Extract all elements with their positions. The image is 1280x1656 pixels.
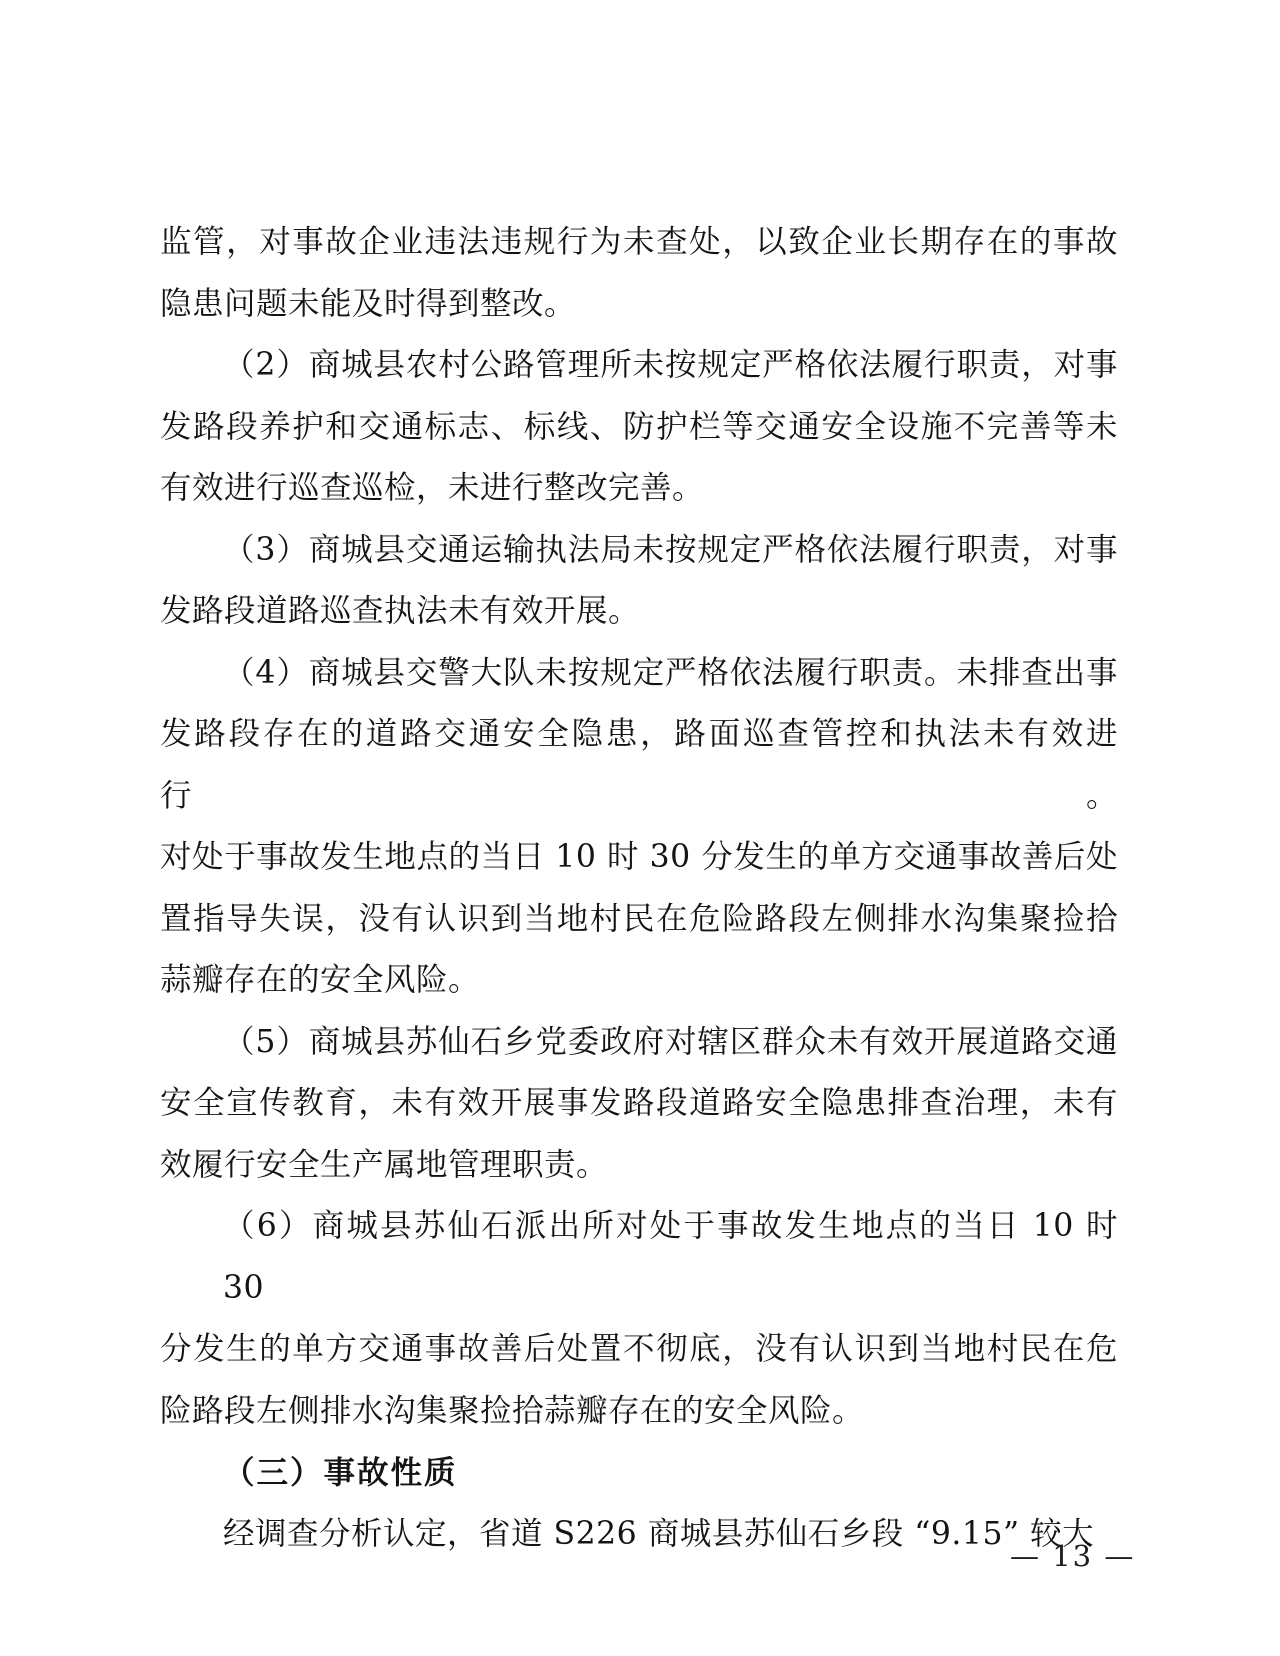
document-line: 经调查分析认定，省道 S226 商城县苏仙石乡段 “9.15” 较大 — [223, 1515, 1095, 1552]
document-line: 发路段存在的道路交通安全隐患，路面巡查管控和执法未有效进行。 — [160, 716, 1118, 814]
document-line: 险路段左侧排水沟集聚捡拾蒜瓣存在的安全风险。 — [160, 1392, 865, 1429]
document-line: 置指导失误，没有认识到当地村民在危险路段左侧排水沟集聚捡拾 — [160, 900, 1118, 937]
document-line: 监管，对事故企业违法违规行为未查处，以致企业长期存在的事故 — [160, 224, 1118, 260]
document-line: 效履行安全生产属地管理职责。 — [160, 1146, 609, 1183]
document-line: （3）商城县交通运输执法局未按规定严格依法履行职责，对事 — [223, 531, 1118, 568]
document-line: 分发生的单方交通事故善后处置不彻底，没有认识到当地村民在危 — [160, 1331, 1118, 1367]
document-line: 发路段养护和交通标志、标线、防护栏等交通安全设施不完善等未 — [160, 408, 1118, 445]
document-line: 安全宣传教育，未有效开展事发路段道路安全隐患排查治理，未有 — [160, 1085, 1118, 1121]
document-line: 有效进行巡查巡检，未进行整改完善。 — [160, 470, 705, 506]
document-line: 对处于事故发生地点的当日 10 时 30 分发生的单方交通事故善后处 — [160, 839, 1118, 875]
document-line: （2）商城县农村公路管理所未按规定严格依法履行职责，对事 — [223, 347, 1118, 383]
page-number: — 13 — — [1010, 1539, 1136, 1573]
document-line: （4）商城县交警大队未按规定严格依法履行职责。未排查出事 — [223, 654, 1118, 691]
document-body — [160, 212, 1118, 1565]
document-line: 蒜瓣存在的安全风险。 — [160, 962, 481, 998]
document-line: （6）商城县苏仙石派出所对处于事故发生地点的当日 10 时 30 — [223, 1208, 1118, 1306]
document-line: （5）商城县苏仙石乡党委政府对辖区群众未有效开展道路交通 — [223, 1023, 1118, 1060]
document-line: 隐患问题未能及时得到整改。 — [160, 285, 577, 322]
section-heading: （三）事故性质 — [223, 1454, 458, 1491]
document-line: 发路段道路巡查执法未有效开展。 — [160, 593, 641, 629]
